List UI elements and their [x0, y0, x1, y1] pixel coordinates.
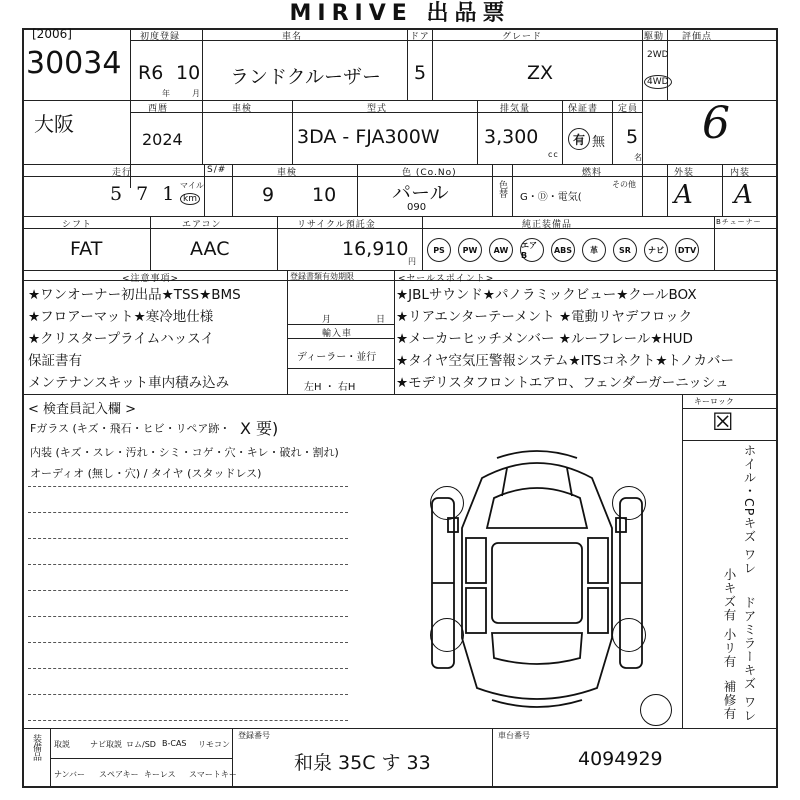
label-capacity: 定員 [618, 104, 639, 114]
displacement-value: 3,300 [484, 126, 539, 148]
label-handle: 左H ・ 右H [304, 382, 356, 393]
accessory-item: 取説 [54, 740, 70, 749]
equipment-item: エアB [520, 238, 544, 262]
fuel-other: その他 [612, 180, 636, 189]
exterior-grade: A [674, 180, 693, 210]
accessory-item: スマートキー [189, 770, 237, 779]
car-diagram [422, 448, 652, 708]
label-person: 名 [634, 153, 643, 162]
mileage-value: 5 7 1 [110, 183, 179, 205]
equipment-item: DTV [675, 238, 699, 262]
year-value: 2024 [142, 130, 183, 149]
car-name: ランドクルーザー [230, 66, 382, 88]
label-imported: 輸入車 [322, 329, 353, 339]
inspector-line-3: オーディオ (無し・穴) / タイヤ (スタッドレス) [30, 467, 262, 480]
equipment-item: PW [458, 238, 482, 262]
label-warranty: 保証書 [568, 104, 599, 114]
label-displacement: 排気量 [500, 104, 531, 114]
label-plate: 登録番号 [238, 731, 270, 740]
shaken-month: 10 [312, 184, 337, 206]
sales-point: ★リアエンターテーメント ★電動リヤデフロック [396, 309, 693, 325]
inspector-line-2: 内装 (キズ・スレ・汚れ・シミ・コゲ・穴・キレ・破れ・割れ) [30, 446, 339, 459]
label-door: ドア [410, 32, 430, 42]
key-mark: ☒ [712, 408, 734, 436]
label-shaken: 車検 [277, 168, 298, 178]
label-keylock: キーロック [694, 397, 734, 406]
lot-year-tag: [2006] [32, 27, 72, 41]
location: 大阪 [34, 112, 74, 136]
drive-2wd: 2WD [647, 50, 669, 60]
lot-number: 30034 [26, 46, 122, 81]
label-cc: cc [548, 150, 559, 159]
chassis-number: 4094929 [578, 748, 663, 770]
side-note-1: ホイル・CPキズ ワレ [742, 444, 757, 576]
equipment-item: AW [489, 238, 513, 262]
inspector-line-1: Fガラス (キズ・飛石・ヒビ・リペア跡・ [30, 422, 231, 435]
accessory-item: キーレス [144, 770, 176, 779]
label-accessory: 装備品 [31, 734, 41, 761]
label-first-reg: 初度登録 [140, 32, 181, 42]
mileage-unit-km: km [180, 193, 200, 205]
color-change-label: 色替 [497, 180, 507, 198]
recycle-fee: 16,910 [342, 238, 409, 260]
label-car-name: 車名 [282, 32, 303, 42]
warranty-yes: 有 [568, 128, 590, 150]
label-reg-deadline: 登録書類有効期限 [290, 272, 354, 281]
label-dealer: ディーラー・並行 [297, 352, 377, 363]
door-count: 5 [414, 62, 427, 84]
accessory-item: B-CAS [162, 739, 187, 748]
color-code: 090 [407, 202, 427, 213]
inspector-mark: X 要) [240, 419, 279, 438]
accessory-item: ナンバー [54, 770, 86, 779]
label-color: 色 (Co.No) [402, 168, 457, 178]
sales-point: ★JBLサウンド★パノラミックビュー★クールBOX [396, 287, 697, 303]
label-model: 型式 [367, 104, 388, 114]
wheel-front-right [612, 486, 646, 520]
mileage-unit-mile: マイル [180, 181, 204, 190]
label-tuner: Bチューナー [716, 218, 762, 226]
label-equipment: 純正装備品 [522, 220, 573, 230]
caution-note: 保証書有 [28, 353, 82, 369]
label-sales-points: <セールスポイント> [398, 274, 495, 284]
auction-sheet [22, 28, 778, 788]
label-month: 月 [322, 315, 333, 325]
sales-point: ★モデリスタフロントエアロ、フェンダーガーニッシュ [396, 375, 729, 391]
accessory-item: ロム/SD [126, 740, 156, 749]
equipment-item: 革 [582, 238, 606, 262]
caution-note: メンテナンスキット車内積み込み [28, 375, 230, 391]
label-interior: 内装 [730, 168, 751, 178]
model-code: 3DA - FJA300W [297, 126, 440, 148]
side-note-3: ドアミラーキズ ワレ [742, 596, 757, 723]
grade-value: ZX [527, 62, 554, 84]
spare-wheel [640, 694, 672, 726]
label-aircon: エアコン [182, 220, 222, 230]
fuel-options: G・Ⓓ・電気( [520, 192, 582, 203]
reg-month: 10 [176, 62, 201, 84]
shift-value: FAT [70, 238, 103, 260]
capacity-value: 5 [626, 126, 639, 148]
label-mileage: 走行 [112, 168, 133, 178]
accessory-item: スペアキー [99, 770, 139, 779]
sales-point: ★メーカーヒッチメンバー ★ルーフレール★HUD [396, 331, 693, 347]
equipment-item: ABS [551, 238, 575, 262]
drive-4wd: 4WD [644, 75, 672, 89]
sales-point: ★タイヤ空気圧警報システム★ITSコネクト★トノカバー [396, 353, 735, 369]
warranty-no: 無 [592, 135, 606, 150]
label-yen: 円 [408, 257, 417, 266]
label-grade: グレード [502, 32, 543, 42]
side-note-4: 小リ有 [722, 628, 737, 669]
shaken-year: 9 [262, 184, 275, 206]
label-drive: 駆動 [644, 32, 665, 42]
reg-era: R6 [138, 62, 164, 84]
interior-grade: A [734, 180, 753, 210]
label-inspection-cert: 車検 [232, 104, 253, 114]
label-chassis: 車台番号 [498, 731, 530, 740]
label-caution: <注意事項> [122, 274, 180, 284]
label-day: 日 [376, 315, 387, 325]
aircon-value: AAC [190, 238, 230, 260]
wheel-rear-right [612, 618, 646, 652]
equipment-item: PS [427, 238, 451, 262]
label-score: 評価点 [682, 32, 713, 42]
equipment-item: SR [613, 238, 637, 262]
label-era: 西暦 [148, 104, 169, 114]
label-recycle: リサイクル預託金 [297, 220, 376, 230]
label-month-unit: 月 [192, 89, 201, 98]
label-exterior: 外装 [674, 168, 695, 178]
color-name: パール [392, 182, 449, 204]
equipment-item: ナビ [644, 238, 668, 262]
wheel-rear-left [430, 618, 464, 652]
caution-note: ★ワンオーナー初出品★TSS★BMS [28, 287, 241, 303]
plate-number: 和泉 35C す 33 [294, 752, 431, 774]
wheel-front-left [430, 486, 464, 520]
sheet-title: MIRIVE 出品票 [289, 1, 511, 26]
caution-note: ★クリスタープライムハッスイ [28, 331, 214, 347]
side-note-2: 小キズ有 [722, 568, 737, 622]
accessory-item: ナビ取説 [90, 740, 122, 749]
score-value: 6 [702, 98, 730, 149]
label-year-unit: 年 [162, 89, 171, 98]
label-sw: S/# [207, 165, 227, 175]
accessory-item: リモコン [198, 740, 230, 749]
label-fuel: 燃料 [582, 168, 603, 178]
label-shift: シフト [62, 220, 93, 230]
label-inspector: < 検査員記入欄 > [28, 402, 137, 417]
caution-note: ★フロアーマット★寒冷地仕様 [28, 309, 214, 325]
side-note-5: 補修有 [722, 680, 737, 721]
